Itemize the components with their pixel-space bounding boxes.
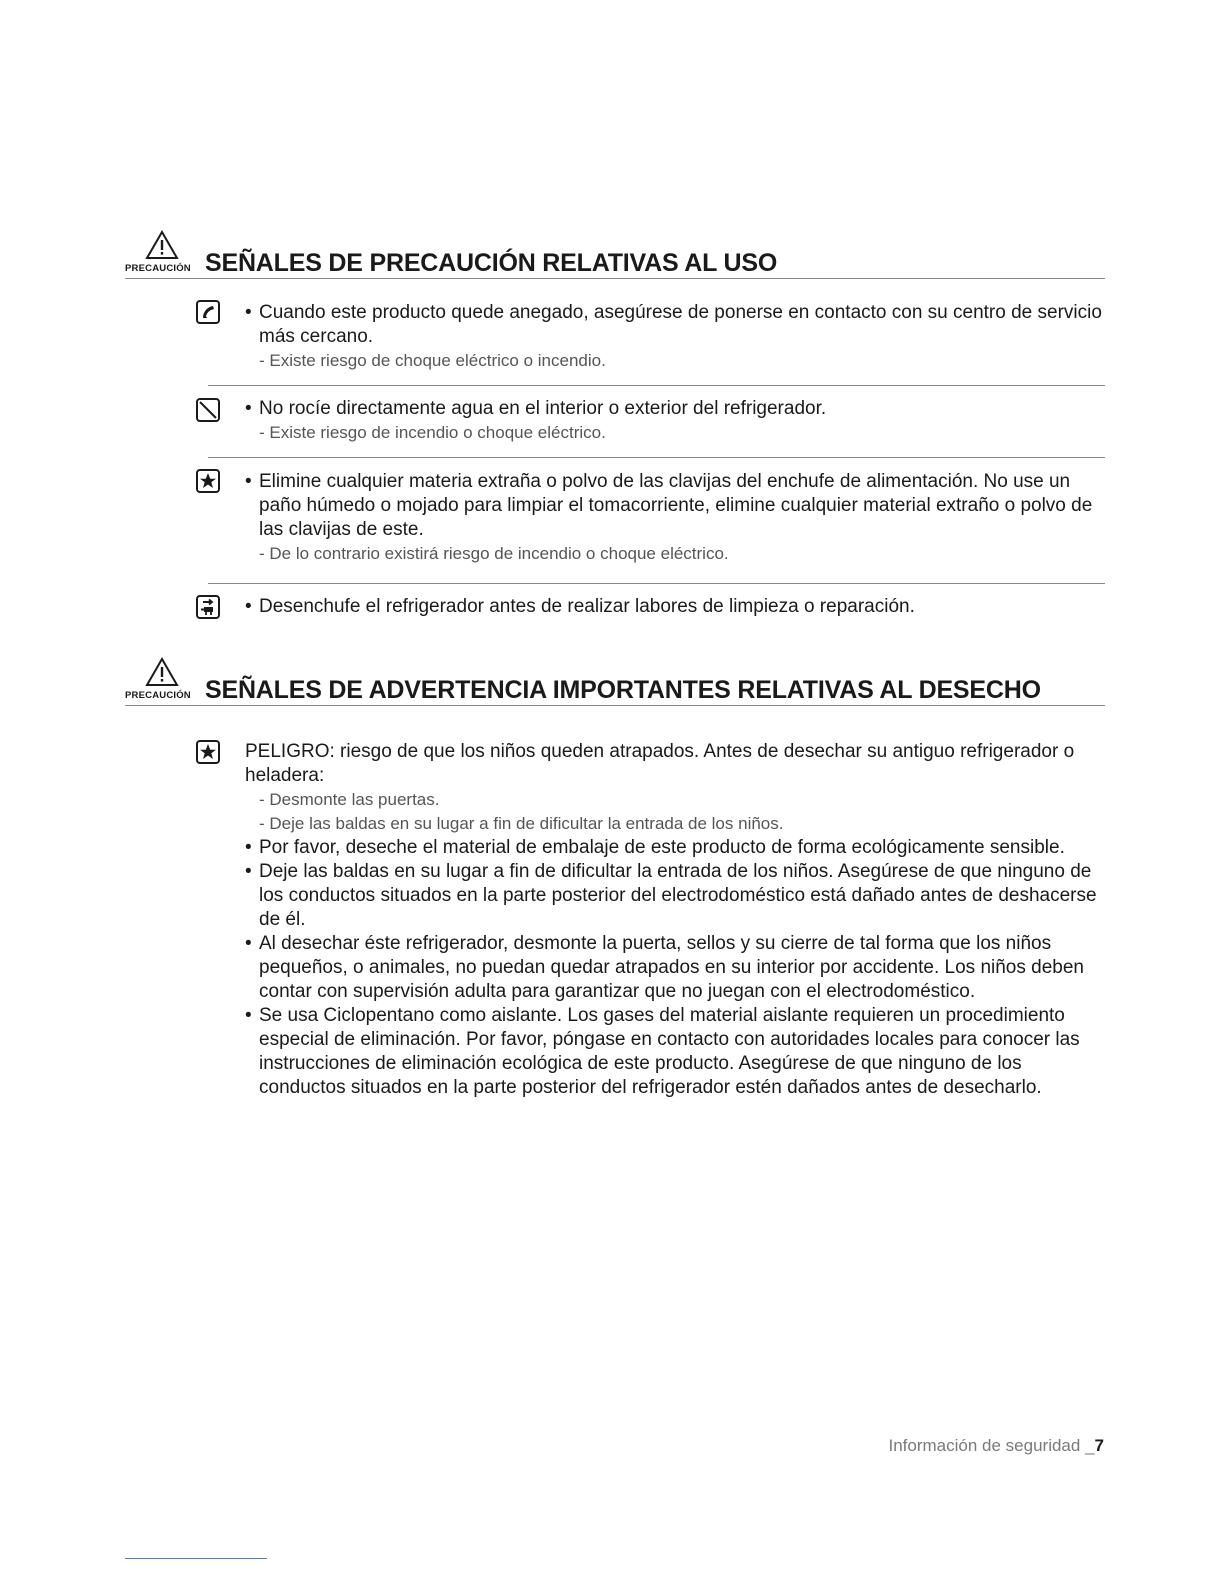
warning-triangle-icon	[145, 657, 179, 687]
item-text: • Elimine cualquier materia extraña o polvo de las clavijas del enchufe de alimentación. No use un paño húmedo o mojado para limpiar el tomacorriente, elimine cualquier material extraño o polvo de las clavijas de este.	[245, 470, 1105, 542]
caution-mark	[125, 230, 205, 274]
section-header-disposal	[125, 655, 1105, 706]
page-footer	[889, 1436, 1105, 1456]
item-text-block	[245, 301, 1105, 373]
caution-item	[208, 396, 1105, 458]
caution-item	[208, 467, 1105, 584]
disposal-block	[195, 738, 1105, 1198]
danger-intro: PELIGRO: riesgo de que los niños queden atrapados. Antes de desechar su antiguo refrigerador o heladera:	[245, 741, 1075, 786]
item-text-block	[245, 470, 1105, 566]
item-text-block	[245, 595, 1105, 619]
item-subtext: - Existe riesgo de incendio o choque eléctrico.	[259, 423, 606, 442]
disposal-bullet: • Por favor, deseche el material de embalaje de este producto de forma ecológicamente sensible.	[245, 836, 1105, 860]
item-text: • No rocíe directamente agua en el interior o exterior del refrigerador.	[245, 397, 1105, 421]
danger-subtext: - Desmonte las puertas.	[259, 790, 440, 809]
caution-item	[208, 298, 1105, 386]
danger-subtext: - Deje las baldas en su lugar a fin de dificultar la entrada de los niños.	[259, 814, 784, 833]
warning-triangle-icon	[145, 230, 179, 260]
disposal-bullet: • Se usa Ciclopentano como aislante. Los gases del material aislante requieren un procedimiento especial de eliminación. Por favor, póngase en contacto con autoridades locales para conocer las instrucciones de eliminación ecológica de este producto. Asegúrese de que ninguno de los conductos situados en la parte posterior del refrigerador estén dañados antes de desecharlo.	[245, 1004, 1105, 1100]
disposal-bullet: • Al desechar éste refrigerador, desmonte la puerta, sellos y su cierre de tal forma que los niños pequeños, o animales, no puedan quedar atrapados en su interior por accidente. Los niños deben contar con supervisión adulta para garantizar que no juegan con el electrodoméstico.	[245, 932, 1105, 1004]
item-subtext: - De lo contrario existirá riesgo de incendio o choque eléctrico.	[259, 544, 729, 563]
section-header-usage	[125, 228, 1105, 279]
unplug-icon	[195, 594, 221, 620]
bottom-rule	[125, 1558, 267, 1559]
footer-label: Información de seguridad _	[888, 1436, 1095, 1455]
caution-label: PRECAUCIÓN	[125, 263, 191, 274]
caution-item	[208, 593, 1105, 623]
prohibited-icon	[195, 397, 221, 423]
star-icon	[195, 468, 221, 494]
item-text: • Desenchufe el refrigerador antes de realizar labores de limpieza o reparación.	[245, 595, 1105, 619]
page-number: 7	[1094, 1436, 1104, 1455]
caution-label: PRECAUCIÓN	[125, 690, 191, 701]
section-title: SEÑALES DE PRECAUCIÓN RELATIVAS AL USO	[205, 249, 778, 277]
section-title: SEÑALES DE ADVERTENCIA IMPORTANTES RELATIVAS AL DESECHO	[205, 676, 1041, 704]
item-subtext: - Existe riesgo de choque eléctrico o incendio.	[259, 351, 606, 370]
phone-call-icon	[195, 299, 221, 325]
disposal-bullet: • Deje las baldas en su lugar a fin de dificultar la entrada de los niños. Asegúrese de que ninguno de los conductos situados en la parte posterior del electrodoméstico está dañado antes de deshacerse de él.	[245, 860, 1105, 932]
item-text: • Cuando este producto quede anegado, asegúrese de ponerse en contacto con su centro de servicio más cercano.	[245, 301, 1105, 349]
disposal-text-block	[245, 740, 1105, 1100]
item-text-block	[245, 397, 1105, 445]
caution-mark	[125, 657, 205, 701]
star-icon	[195, 739, 221, 765]
